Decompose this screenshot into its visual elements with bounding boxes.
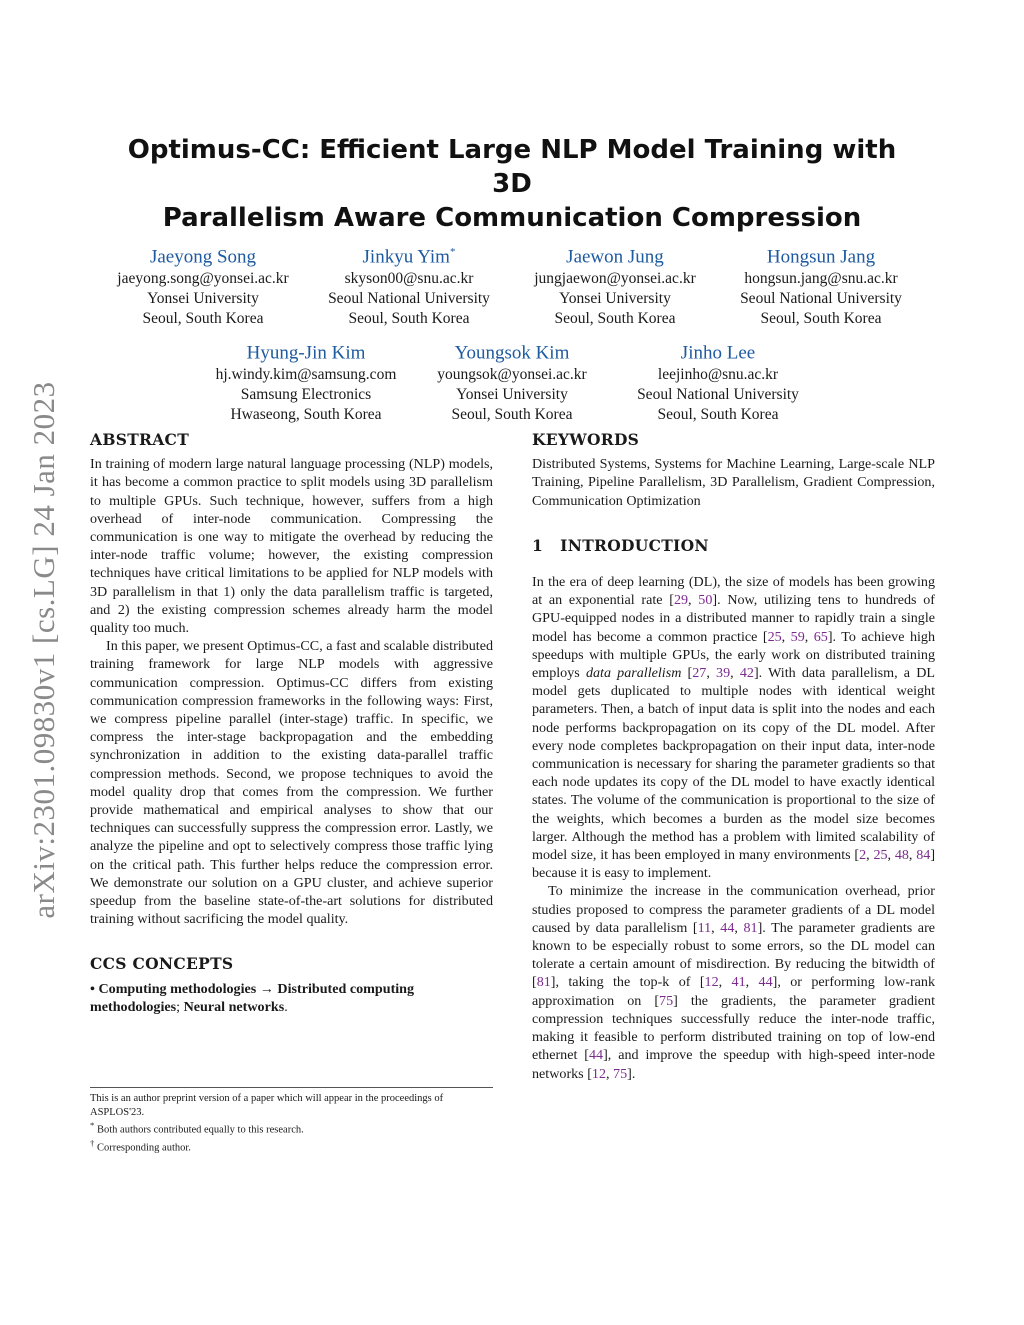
footnotes (90, 1087, 493, 1155)
abstract-paragraph-2: In this paper, we present Optimus-CC, a fast and scalable distributed training framework for large NLP models with aggressive communication compression. Optimus-CC differs from existing communication compression frameworks in the following ways: First, we compress pipeline parallel (inter-stage) traffic. In specific, we compress the inter-stage backpropagation and the embedding synchronization in addition to the existing data-parallel traffic compression methods. Second, we propose techniques to avoid the model quality drop that comes from the compression. We further provide mathematical and empirical analyses to show that our techniques can successfully suppress the compression error. Lastly, we analyze the pipeline and opt to selectively compress those traffic lying on the critical path. This further helps reduce the compression error. We demonstrate our solution on a GPU cluster, and achieve superior speedup from the baseline state-of-the-art solutions for distributed training without sacrificing the model quality. (90, 638, 493, 928)
author-email: hongsun.jang@snu.ac.kr (744, 270, 898, 288)
author-name[interactable]: Jaewon Jung (566, 246, 664, 268)
citation-link[interactable]: 84 (916, 847, 931, 864)
author-location: Seoul, South Korea (760, 310, 882, 328)
citation-link[interactable]: 44 (589, 1047, 604, 1064)
footnote-preprint: This is an author preprint version of a paper which will appear in the proceedings of ASPLOS'23. (90, 1093, 444, 1118)
text-segment: ], or performing low-rank approximation on [ (532, 974, 936, 1009)
text-segment: ]. Now, utilizing tens to hundreds of GPU-equipped nodes in a distributed manner to rapidly train a single model has become a common practice [ (532, 592, 935, 645)
text-segment: To minimize the increase in the communication overhead, prior studies proposed to compress the parameter gradients of a DL model caused by data parallelism [ (532, 883, 935, 936)
title-line-1: Optimus-CC: Efficient Large NLP Model Training with 3D (127, 135, 897, 199)
citation-link[interactable]: 41 (731, 974, 746, 991)
keywords-text: Distributed Systems, Systems for Machine Learning, Large-scale NLP Training, Pipeline Parallelism, 3D Parallelism, Gradient Compression, Communication Optimization (532, 456, 935, 509)
text-segment: ] because it is easy to implement. (532, 847, 936, 882)
ccs-bullet: • (90, 980, 95, 997)
citation-link[interactable]: 75 (613, 1065, 628, 1082)
text-segment: ]. With data parallelism, a DL model gets duplicated to multiple nodes with identical weight parameters. Then, a batch of input data is split into the nodes and each node performs backpropagation on its copy of the DL model. After every node completes backpropagation on their input data, inter-node communication is necessary for sharing the parameter gradients so that each node updates its copy of the DL model to have exactly identical states. The volume of the communication is proportional to the size of the weights, which becomes a burden as the model size becomes larger. Although the method has a problem with limited scalability of model size, it has been employed in many environments [ (532, 665, 936, 864)
right-column (532, 431, 935, 1083)
text-segment: , (734, 919, 744, 936)
author-affiliation: Seoul National University (637, 386, 799, 404)
ccs-arrow: → (259, 980, 274, 997)
author-location: Hwaseong, South Korea (230, 406, 382, 424)
author-block (512, 240, 718, 329)
citation-link[interactable]: 27 (692, 665, 707, 682)
author-location: Seoul, South Korea (348, 310, 470, 328)
citation-link[interactable]: 12 (591, 1065, 606, 1082)
text-segment: In the era of deep learning (DL), the size of models has been growing at an exponential rate [ (532, 574, 935, 609)
author-email: skyson00@snu.ac.kr (344, 270, 474, 288)
text-segment: [ (681, 665, 693, 682)
introduction-heading: 1 INTRODUCTION (532, 535, 709, 555)
text-segment: , (908, 847, 917, 864)
ccs-concepts (90, 980, 493, 1016)
citation-link[interactable]: 81 (743, 919, 758, 936)
author-row-1 (100, 240, 924, 329)
author-affiliation: Yonsei University (559, 290, 671, 308)
author-name[interactable]: Youngsok Kim (454, 342, 570, 364)
author-location: Seoul, South Korea (657, 406, 779, 424)
citation-link[interactable]: 44 (758, 974, 773, 991)
citation-link[interactable]: 50 (698, 592, 713, 609)
author-name[interactable]: Jaeyong Song (149, 246, 257, 268)
author-name[interactable]: Jinkyu Yim* (362, 246, 456, 268)
author-affiliation: Yonsei University (147, 290, 259, 308)
ccs-concept-1: Computing methodologies (98, 980, 257, 997)
author-location: Seoul, South Korea (554, 310, 676, 328)
author-email: youngsok@yonsei.ac.kr (437, 366, 587, 384)
introduction-paragraph-2 (532, 882, 935, 1082)
author-affiliation: Seoul National University (740, 290, 902, 308)
ccs-end: . (284, 998, 288, 1015)
keywords-heading: KEYWORDS (532, 430, 640, 449)
text-segment: , (781, 628, 791, 645)
text-segment: , (804, 628, 814, 645)
text-segment: ]. To achieve high speedups with multiple GPUs, the early work on distributed training employs (532, 628, 935, 682)
author-block (306, 240, 512, 329)
author-name[interactable]: Hongsun Jang (766, 246, 876, 268)
author-block (203, 336, 409, 425)
left-column (90, 431, 493, 1016)
ccs-heading: CCS CONCEPTS (90, 954, 234, 974)
arxiv-sidebar (24, 360, 64, 940)
abstract-heading: ABSTRACT (90, 430, 190, 449)
citation-link[interactable]: 2 (859, 847, 867, 864)
citation-link[interactable]: 59 (790, 628, 805, 645)
text-segment: , (745, 974, 759, 991)
text-segment: , (887, 847, 895, 864)
citation-link[interactable]: 42 (739, 665, 754, 682)
author-block (615, 336, 821, 425)
citation-link[interactable]: 29 (673, 592, 689, 609)
citation-link[interactable]: 81 (536, 974, 551, 991)
text-segment: ]. (627, 1065, 636, 1082)
citation-link[interactable]: 65 (813, 628, 828, 645)
author-email: leejinho@snu.ac.kr (657, 366, 779, 384)
author-name[interactable]: Hyung-Jin Kim (246, 342, 366, 364)
author-location: Seoul, South Korea (142, 310, 264, 328)
title-line-2: Parallelism Aware Communication Compression (162, 203, 862, 233)
ccs-concept-3: Neural networks (183, 998, 285, 1015)
citation-link[interactable]: 39 (716, 665, 731, 682)
emphasis-text: data parallelism (585, 665, 682, 682)
footnote-corresponding: † Corresponding author. (90, 1138, 191, 1154)
text-segment: , (711, 919, 721, 936)
citation-link[interactable]: 44 (720, 919, 735, 936)
author-affiliation: Seoul National University (328, 290, 490, 308)
author-email: jaeyong.song@yonsei.ac.kr (117, 270, 289, 288)
paper-title (110, 133, 914, 235)
text-segment: , (605, 1065, 614, 1082)
ccs-concept-2: Distributed computing methodologies (90, 980, 415, 1015)
text-segment: , (730, 665, 740, 682)
citation-link[interactable]: 48 (894, 847, 909, 864)
arxiv-identifier: arXiv:2301.09830v1 [cs.LG] 24 Jan 2023 (26, 381, 61, 919)
text-segment: , (706, 665, 717, 682)
author-location: Seoul, South Korea (451, 406, 573, 424)
citation-link[interactable]: 75 (659, 992, 674, 1009)
author-affiliation: Samsung Electronics (240, 386, 372, 404)
author-block (409, 336, 615, 425)
author-name[interactable]: Jinho Lee (680, 342, 756, 364)
text-segment: ], taking the top-k of [ (550, 974, 705, 991)
author-block (718, 240, 924, 329)
text-segment: ]. The parameter gradients are known to be especially robust to some errors, so the DL model can tolerate a certain amount of misdirection. By reducing the bitwidth of [ (532, 919, 936, 991)
text-segment: ], and improve the speedup with high-speed inter-node networks [ (532, 1047, 935, 1082)
abstract-paragraph-1: In training of modern large natural language processing (NLP) models, it has become a common practice to split models using 3D parallelism to multiple GPUs. Such technique, however, suffers from a high overhead of inter-node communication. Compressing the communication is one way to mitigate the overhead by reducing the inter-node traffic volume; however, the existing compression techniques have critical limitations to be applied for NLP models with 3D parallelism in that 1) only the data parallelism traffic is targeted, and 2) the existing compression schemes already harm the model quality too much. (90, 456, 493, 637)
author-email: jungjaewon@yonsei.ac.kr (534, 270, 696, 288)
citation-link[interactable]: 12 (704, 974, 719, 991)
ccs-separator: ; (176, 998, 181, 1015)
author-affiliation: Yonsei University (456, 386, 568, 404)
introduction-paragraph-1 (532, 573, 935, 882)
citation-link[interactable]: 11 (697, 919, 712, 936)
author-row-2 (200, 336, 824, 425)
text-segment: , (718, 974, 732, 991)
author-block (100, 240, 306, 329)
text-segment: ] the gradients, the parameter gradient compression techniques successfully reduce the inter-node traffic, making it feasible to perform distributed training on top of low-end ethernet [ (532, 992, 935, 1064)
citation-link[interactable]: 25 (873, 847, 888, 864)
citation-link[interactable]: 25 (767, 628, 782, 645)
footnote-equal-contribution: * Both authors contributed equally to this research. (90, 1120, 304, 1136)
author-email: hj.windy.kim@samsung.com (215, 366, 397, 384)
text-segment: , (688, 592, 699, 609)
footnote-rule (90, 1087, 493, 1088)
text-segment: , (866, 847, 874, 864)
